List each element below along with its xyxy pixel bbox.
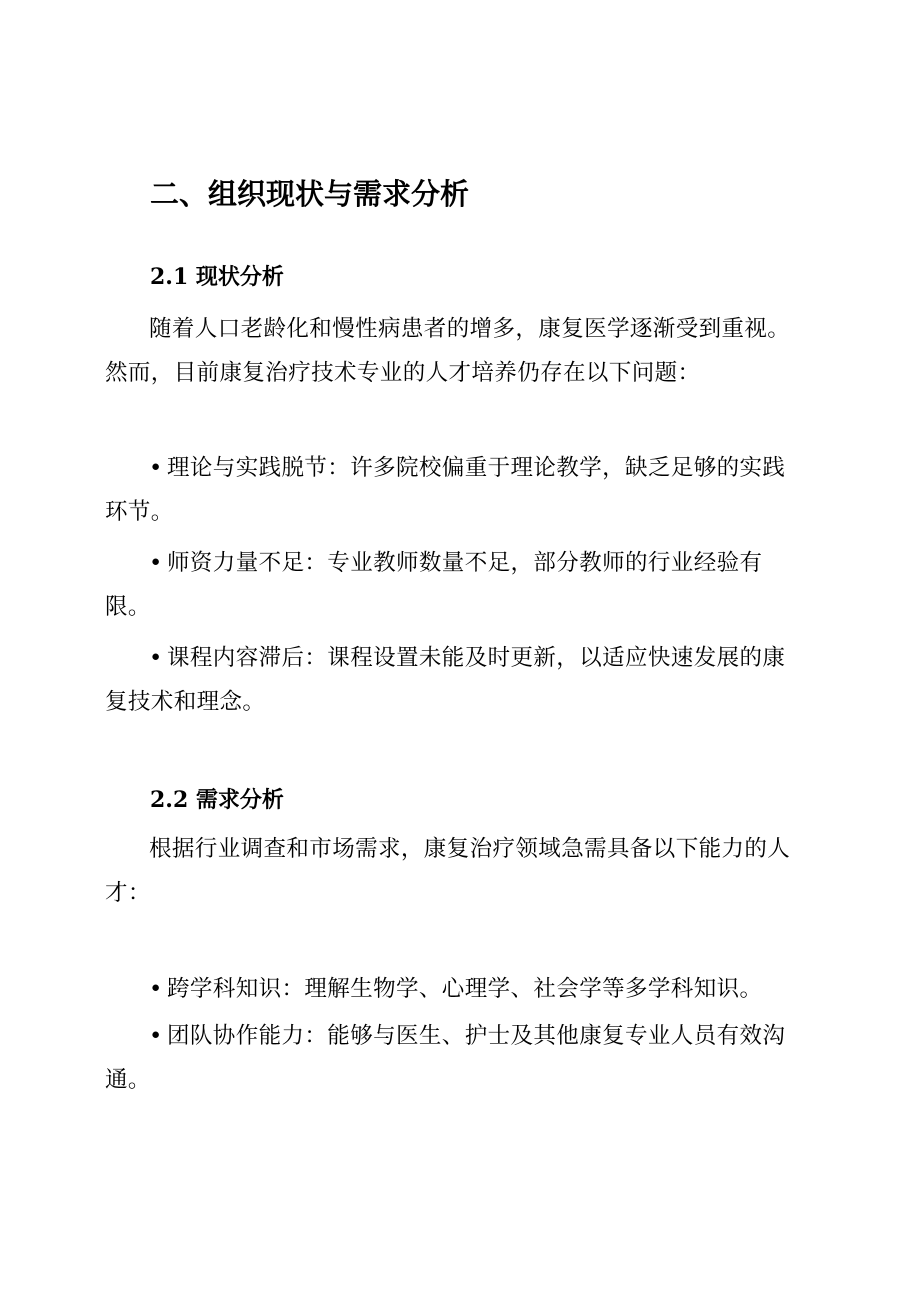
bullet-icon: • bbox=[149, 550, 163, 576]
list-item bbox=[105, 1014, 805, 1102]
bullet-icon: • bbox=[149, 1023, 163, 1049]
list-item-text: 理论与实践脱节：许多院校偏重于理论教学，缺乏足够的实践环节。 bbox=[105, 455, 786, 525]
list-item bbox=[105, 636, 805, 724]
needs-analysis-intro: 根据行业调查和市场需求，康复治疗领域急需具备以下能力的人才： bbox=[105, 836, 791, 906]
list-item bbox=[105, 967, 805, 1011]
list-item bbox=[105, 541, 805, 629]
list-item-text: 师资力量不足：专业教师数量不足，部分教师的行业经验有限。 bbox=[105, 550, 763, 620]
section-title: 二、组织现状与需求分析 bbox=[150, 177, 470, 211]
status-analysis-heading: 2.1 现状分析 bbox=[150, 264, 284, 290]
list-item-text: 团队协作能力：能够与医生、护士及其他康复专业人员有效沟通。 bbox=[105, 1023, 786, 1093]
list-item-text: 跨学科知识：理解生物学、心理学、社会学等多学科知识。 bbox=[167, 976, 763, 1002]
list-item bbox=[105, 446, 805, 534]
bullet-icon: • bbox=[149, 645, 163, 671]
bullet-icon: • bbox=[149, 455, 163, 481]
list-item-text: 课程内容滞后：课程设置未能及时更新，以适应快速发展的康复技术和理念。 bbox=[105, 645, 786, 715]
status-analysis-intro: 随着人口老龄化和慢性病患者的增多，康复医学逐渐受到重视。然而，目前康复治疗技术专业的人才培养仍存在以下问题： bbox=[105, 316, 791, 386]
bullet-icon: • bbox=[149, 976, 163, 1002]
needs-analysis-heading: 2.2 需求分析 bbox=[150, 787, 284, 813]
